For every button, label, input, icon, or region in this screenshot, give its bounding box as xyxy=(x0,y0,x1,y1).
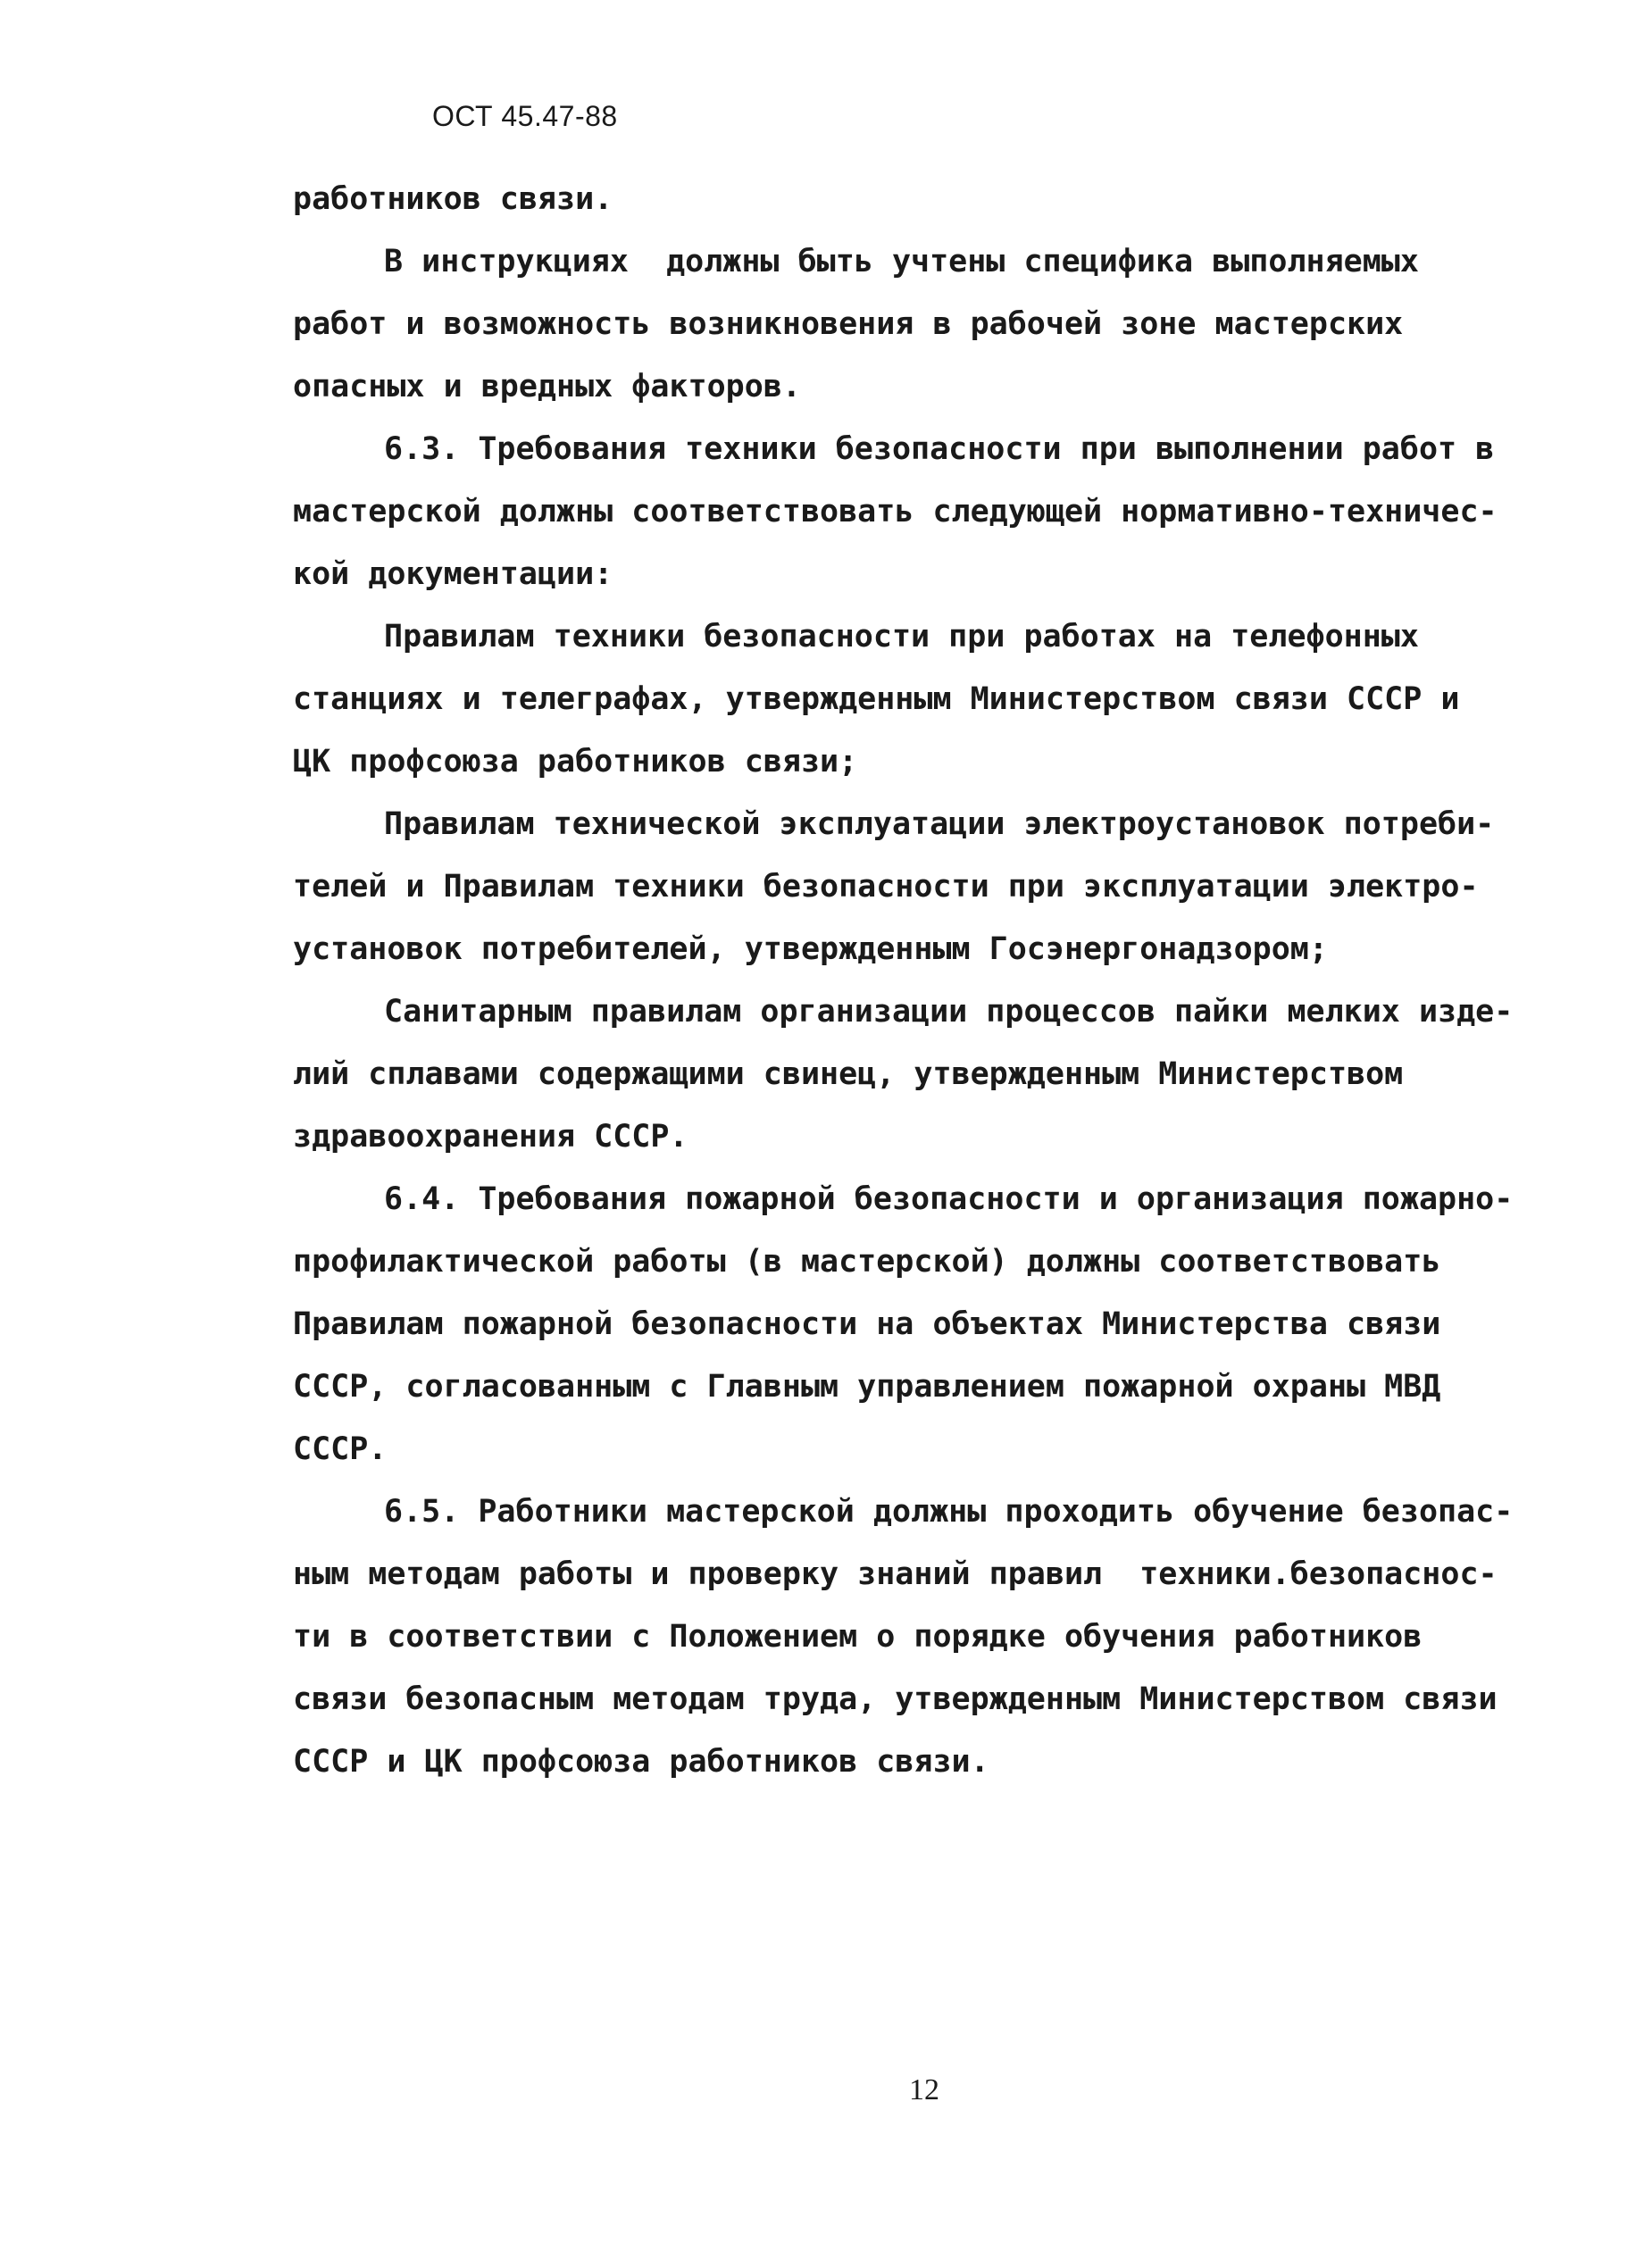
text-line: здравоохранения СССР. xyxy=(293,1119,688,1155)
text-line: телей и Правилам техники безопасности при эксплуатации электро- xyxy=(293,869,1479,905)
page-number: 12 xyxy=(909,2073,939,2106)
text-line: Правилам пожарной безопасности на объектах Министерства связи xyxy=(293,1306,1441,1342)
text-line: СССР и ЦК профсоюза работников связи. xyxy=(293,1744,989,1780)
text-line: станциях и телеграфах, утвержденным Министерством связи СССР и xyxy=(293,681,1460,717)
text-line: В инструкциях должны быть учтены специфика выполняемых xyxy=(384,244,1419,279)
text-line: связи безопасным методам труда, утвержденным Министерством связи xyxy=(293,1681,1498,1717)
document-code-header: ОСТ 45.47-88 xyxy=(432,100,618,132)
text-line: СССР. xyxy=(293,1431,388,1467)
text-line: СССР, согласованным с Главным управлением пожарной охраны МВД xyxy=(293,1369,1441,1405)
text-line: Санитарным правилам организации процессов пайки мелких изде- xyxy=(384,994,1514,1030)
text-line: ти в соответствии с Положением о порядке обучения работников xyxy=(293,1619,1423,1655)
text-line: 6.4. Требования пожарной безопасности и организация пожарно- xyxy=(384,1181,1514,1217)
text-line: профилактической работы (в мастерской) должны соответствовать xyxy=(293,1244,1441,1280)
text-line: опасных и вредных факторов. xyxy=(293,369,801,405)
text-line: ЦК профсоюза работников связи; xyxy=(293,744,858,780)
text-line: 6.5. Работники мастерской должны проходить обучение безопас- xyxy=(384,1494,1514,1530)
text-line: лий сплавами содержащими свинец, утвержденным Министерством xyxy=(293,1056,1404,1092)
text-line: работ и возможность возникновения в рабочей зоне мастерских xyxy=(293,306,1404,342)
text-line: Правилам техники безопасности при работах на телефонных xyxy=(384,619,1419,655)
text-line: кой документации: xyxy=(293,556,613,592)
body-text xyxy=(293,168,1525,1793)
text-line: Правилам технической эксплуатации электроустановок потреби- xyxy=(384,806,1495,842)
text-line: работников связи. xyxy=(293,181,613,217)
text-line: мастерской должны соответствовать следующей нормативно-техничес- xyxy=(293,494,1498,530)
text-line: ным методам работы и проверку знаний правил техники.безопаснос- xyxy=(293,1556,1498,1592)
text-line: установок потребителей, утвержденным Госэнергонадзором; xyxy=(293,931,1328,967)
text-line: 6.3. Требования техники безопасности при выполнении работ в xyxy=(384,431,1495,467)
